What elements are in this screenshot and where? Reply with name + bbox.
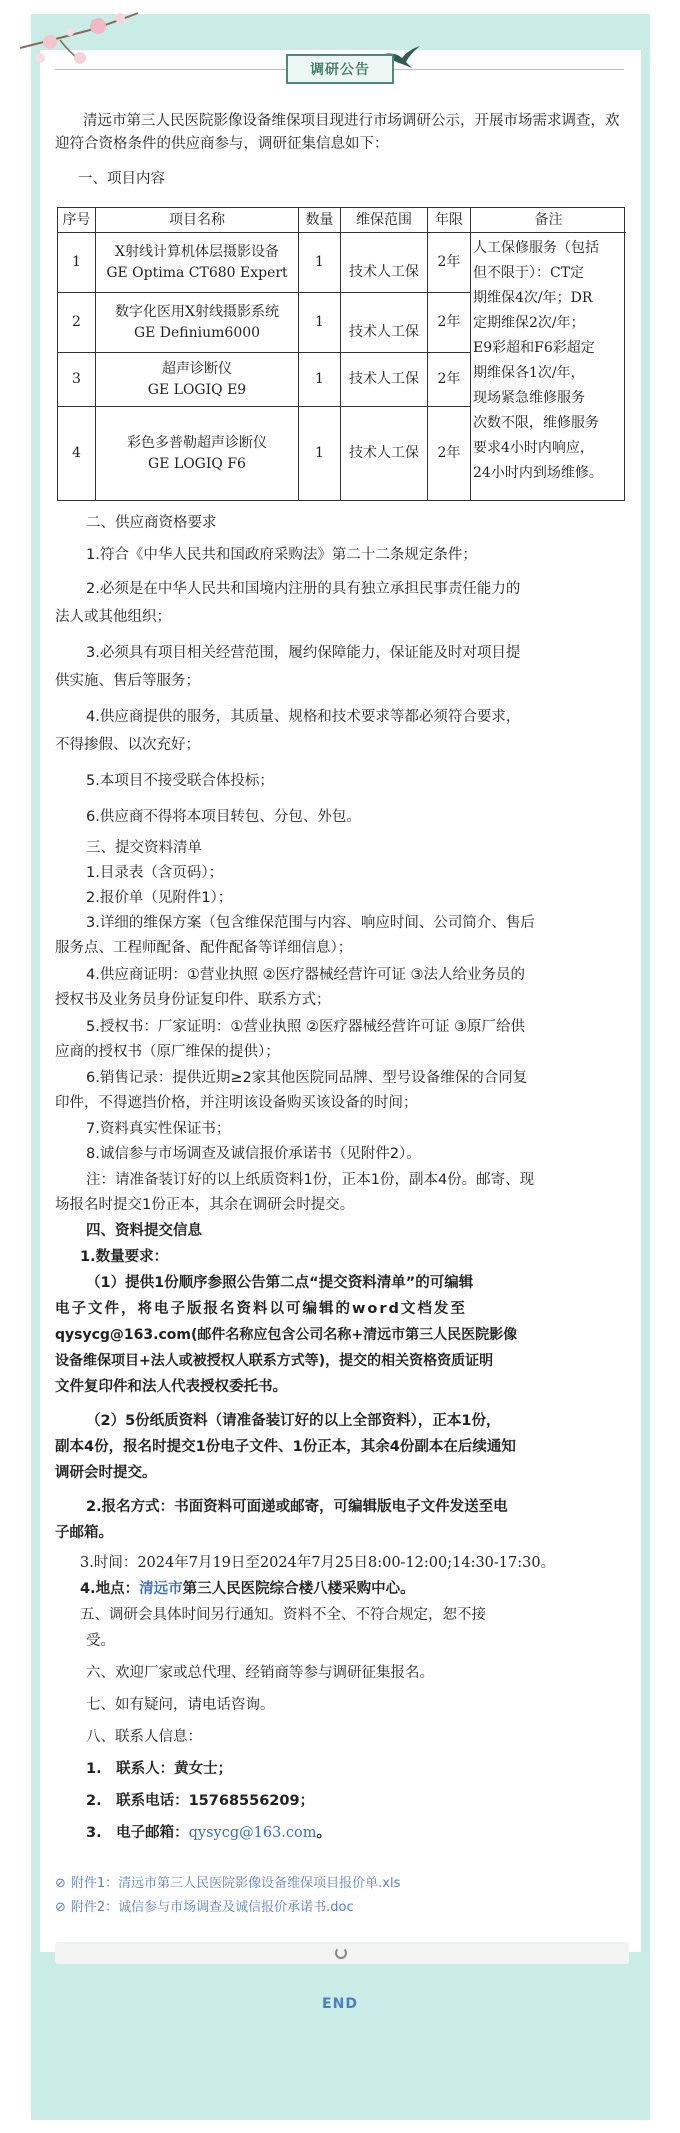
sec3-line: 2.报价单（见附件1）；: [86, 890, 233, 906]
sec2-item: 法人或其他组织；: [55, 609, 171, 625]
row4-name: [96, 407, 299, 500]
section-4-title: 四、资料提交信息: [86, 1223, 202, 1239]
sec4-para1: （1）提供1份顺序参照公告第二点“提交资料清单”的可编辑: [86, 1275, 474, 1291]
sec3-line: 授权书及业务员身份证复印件、联系方式；: [55, 992, 331, 1008]
th-name: 项目名称: [96, 208, 299, 233]
section-5-line: 五、调研会具体时间另行通知。资料不全、不符合规定，恕不接: [80, 1607, 486, 1623]
sec3-line: 1.目录表（含页码）；: [86, 865, 224, 881]
th-no: 序号: [58, 208, 96, 233]
attachment-label: 附件1：清远市第三人民医院影像设备维保项目报价单.xls: [70, 1876, 401, 1891]
email-label: 3. 电子邮箱：: [86, 1825, 189, 1841]
row3-qty: 1: [299, 353, 341, 407]
th-scope: 维保范围: [341, 208, 428, 233]
th-remark: 备注: [471, 208, 626, 233]
sec3-line: 服务点、工程师配备、配件配备等详细信息）；: [55, 940, 353, 956]
row2-name-model: GE Definium6000: [133, 324, 261, 341]
remark-line: 期维保4次/年；DR: [473, 290, 593, 306]
section-5-line: 受。: [86, 1633, 115, 1649]
place-rest: 第三人民医院综合楼八楼采购中心。: [182, 1581, 415, 1597]
sec3-line: 6.销售记录：提供近期≥2家其他医院同品牌、型号设备维保的合同复: [86, 1070, 528, 1086]
row1-years: 2年: [428, 233, 471, 293]
place-prefix: 4.地点：: [80, 1581, 140, 1597]
row4-no: 4: [58, 407, 96, 500]
sec3-note: 场报名时提交1份正本，其余在调研会时提交。: [55, 1197, 355, 1213]
section-1-title: 一、项目内容: [78, 171, 165, 187]
sec4-para1: 设备维保项目+法人或被授权人联系方式等)，提交的相关资格资质证明: [55, 1353, 494, 1369]
remark-line: 期维保各1次/年，: [473, 365, 585, 381]
paperclip-icon: ⊘: [55, 1900, 66, 1915]
page-title: 调研公告: [286, 54, 394, 84]
row4-name-cn: 彩色多普勒超声诊断仪: [127, 434, 267, 451]
sec4-para1: qysycg@163.com(邮件名称应包含公司名称+清远市第三人民医院影像: [55, 1327, 518, 1343]
contact-email: [86, 1820, 658, 1846]
row3-name-model: GE LOGIQ E9: [147, 381, 247, 398]
row3-no: 3: [58, 353, 96, 407]
sec3-line: 应商的授权书（原厂维保的提供）；: [55, 1044, 280, 1060]
sec3-line: 5.授权书：厂家证明：①营业执照 ②医疗器械经营许可证 ③原厂给供: [86, 1019, 526, 1035]
row4-years: 2年: [428, 407, 471, 500]
sec3-line: 印件，不得遮挡价格，并注明该设备购买该设备的时间；: [55, 1095, 418, 1111]
intro-paragraph: 清远市第三人民医院影像设备维保项目现进行市场调研公示，开展市场需求调查，欢迎符合资格条件的供应商参与，调研征集信息如下：: [55, 113, 620, 152]
sec2-item: 3.必须具有项目相关经营范围，履约保障能力，保证能及时对项目提: [86, 645, 521, 661]
header-divider-left: [55, 69, 286, 70]
remark-line: E9彩超和F6彩超定: [473, 340, 595, 356]
attachment-link-2[interactable]: [55, 1898, 354, 1918]
row2-no: 2: [58, 293, 96, 353]
remark-line: 人工保修服务（包括: [473, 240, 599, 256]
row3-years: 2年: [428, 353, 471, 407]
plum-blossom-decoration: [20, 8, 140, 88]
sec2-item: 1.符合《中华人民共和国政府采购法》第二十二条规定条件；: [86, 547, 477, 563]
section-6: 六、欢迎厂家或总代理、经销商等参与调研征集报名。: [86, 1665, 434, 1681]
sec2-item: 供实施、售后等服务；: [55, 673, 200, 689]
sec2-item: 4.供应商提供的服务，其质量、规格和技术要求等都必须符合要求，: [86, 709, 521, 725]
row4-qty: 1: [299, 407, 341, 500]
remark-line: 现场紧急维修服务: [473, 390, 585, 406]
attachment-link-1[interactable]: [55, 1874, 400, 1894]
remark-line: 但不限于）：CT定: [473, 265, 585, 281]
sec3-line: 8.诚信参与市场调查及诚信报价承诺书（见附件2）。: [86, 1146, 421, 1162]
remark-cell: [471, 233, 626, 500]
loading-spinner-icon: [335, 1947, 347, 1959]
sec4-para2: 调研会时提交。: [55, 1465, 157, 1481]
row2-name: [96, 293, 299, 353]
sec4-para1: 文件复印件和法人代表授权委托书。: [55, 1379, 287, 1395]
sec4-time: 3.时间：2024年7月19日至2024年7月25日8:00-12:00;14:30-17:30。: [80, 1555, 556, 1571]
email-link[interactable]: qysycg@163.com: [188, 1825, 317, 1841]
th-qty: 数量: [299, 208, 341, 233]
row3-name: [96, 353, 299, 407]
row3-name-cn: 超声诊断仪: [162, 360, 232, 377]
contact-person: 1. 联系人：黄女士；: [86, 1761, 233, 1777]
row4-scope: 技术人工保: [341, 407, 428, 500]
row2-years: 2年: [428, 293, 471, 353]
sec2-item: 不得掺假、以次充好；: [55, 737, 200, 753]
row2-qty: 1: [299, 293, 341, 353]
sec2-item: 6.供应商不得将本项目转包、分包、外包。: [86, 809, 361, 825]
sec4-para1: 电子文件，将电子版报名资料以可编辑的word文档发至: [55, 1301, 467, 1317]
sec4-para2: 副本4份，报名时提交1份电子文件、1份正本，其余4份副本在后续通知: [55, 1439, 516, 1455]
project-table: [57, 207, 625, 501]
sec3-note: 注：请准备装订好的以上纸质资料1份，正本1份，副本4份。邮寄、现: [86, 1172, 535, 1188]
sec2-item: 2.必须是在中华人民共和国境内注册的具有独立承担民事责任能力的: [86, 581, 521, 597]
row1-no: 1: [58, 233, 96, 293]
sec4-para2: （2）5份纸质资料（请准备装订好的以上全部资料），正本1份，: [86, 1413, 501, 1429]
sec4-sub1: 1.数量要求：: [80, 1249, 169, 1265]
row4-name-model: GE LOGIQ F6: [148, 455, 246, 472]
sec3-line: 7.资料真实性保证书；: [86, 1121, 231, 1137]
sec4-method: 2.报名方式：书面资料可面递或邮寄，可编辑版电子文件发送至电: [86, 1499, 508, 1515]
paperclip-icon: ⊘: [55, 1876, 66, 1891]
row2-name-cn: 数字化医用X射线摄影系统: [115, 303, 279, 320]
sec2-item: 5.本项目不接受联合体投标；: [86, 773, 274, 789]
remark-line: 次数不限，维修服务: [473, 415, 599, 431]
row1-name-cn: X射线计算机体层摄影设备: [115, 243, 279, 260]
place-link[interactable]: 清远市: [139, 1581, 183, 1597]
remark-line: 定期维保2次/年；: [473, 315, 585, 331]
th-years: 年限: [428, 208, 471, 233]
section-3-title: 三、提交资料清单: [86, 840, 202, 856]
contact-phone: 2. 联系电话：15768556209；: [86, 1793, 315, 1809]
row3-scope: 技术人工保: [341, 353, 428, 407]
end-label: END: [322, 1996, 358, 2012]
sec4-method: 子邮箱。: [55, 1525, 113, 1541]
row2-scope: 技术人工保: [341, 293, 428, 353]
row1-name: [96, 233, 299, 293]
sec3-line: 3.详细的维保方案（包含维保范围与内容、响应时间、公司简介、售后: [86, 915, 535, 931]
row1-qty: 1: [299, 233, 341, 293]
remark-line: 24小时内到场维修。: [473, 465, 603, 481]
section-2-title: 二、供应商资格要求: [86, 515, 217, 531]
remark-line: 要求4小时内响应，: [473, 440, 594, 456]
attachment-label: 附件2：诚信参与市场调查及诚信报价承诺书.doc: [70, 1900, 354, 1915]
header-divider-right: [394, 69, 624, 70]
row1-name-model: GE Optima CT680 Expert: [106, 264, 288, 281]
section-7: 七、如有疑问，请电话咨询。: [86, 1697, 275, 1713]
row1-scope: 技术人工保: [341, 233, 428, 293]
sec3-line: 4.供应商证明：①营业执照 ②医疗器械经营许可证 ③法人给业务员的: [86, 967, 526, 983]
email-end: 。: [316, 1825, 332, 1841]
sec4-place: [80, 1576, 652, 1602]
section-8-title: 八、联系人信息：: [86, 1729, 202, 1745]
